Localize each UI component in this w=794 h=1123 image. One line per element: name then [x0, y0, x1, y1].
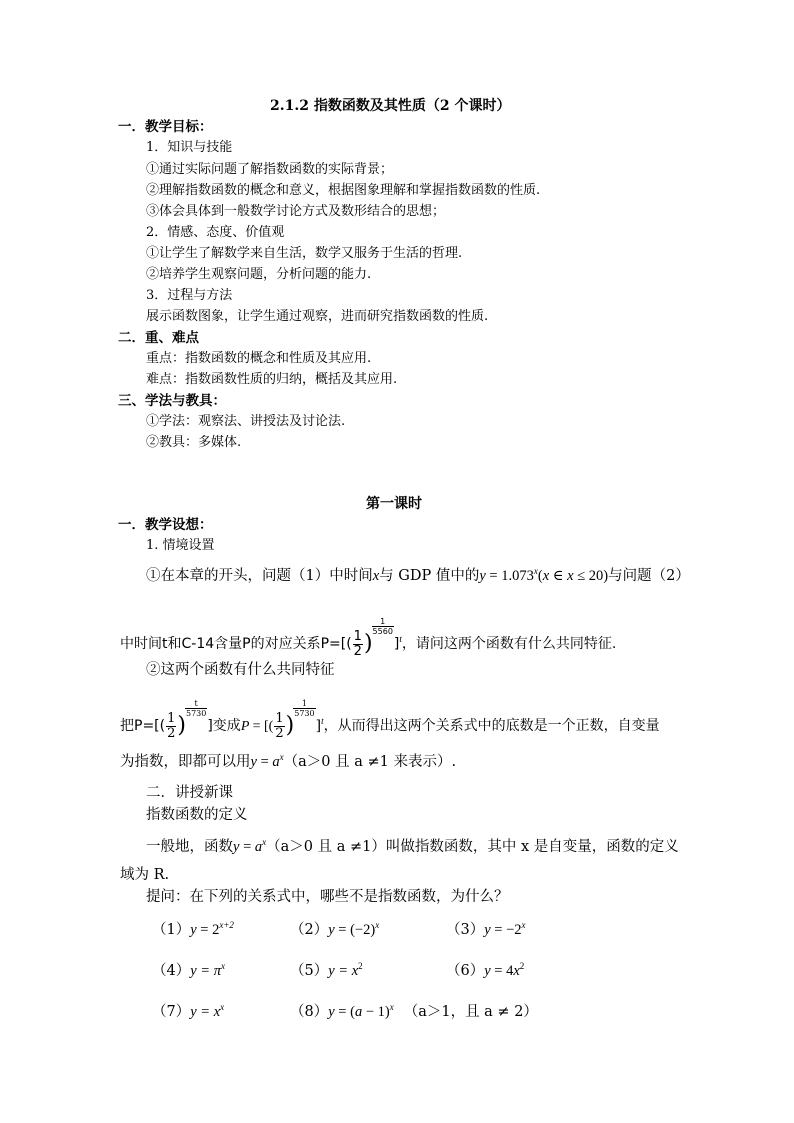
- lesson-subheading-situation: 1. 情境设置: [146, 538, 215, 553]
- definition-continued: 域为 R.: [120, 867, 170, 883]
- keypoint-item-2: 难点：指数函数性质的归纳，概括及其应用.: [146, 372, 398, 387]
- goal-item-6: 展示函数图象，让学生通过观察，进而研究指数函数的性质.: [146, 309, 489, 324]
- keypoint-item-1: 重点：指数函数的概念和性质及其应用.: [146, 351, 372, 366]
- option-6: $(6)y = 4x^2$: [446, 961, 525, 979]
- fraction-half-a: $\frac{1}{2}$: [167, 710, 176, 741]
- goal-item-4: ①让学生了解数学来自生活，数学又服务于生活的哲理.: [146, 246, 463, 261]
- lesson-heading: 一．教学设想：: [118, 517, 213, 533]
- option-4: $(4)y = \pi^x$: [152, 961, 225, 979]
- math-exp-function: $y = a^x$: [250, 752, 284, 770]
- goal-item-5: ②培养学生观察问题，分析问题的能力.: [146, 267, 372, 282]
- paragraph-situation-5: 为指数，即都可以用$y = a^x(a>0$ 且 a ≠1 来表示）.: [120, 752, 457, 770]
- math-exp-function-def: $y = a^x$: [233, 837, 267, 855]
- exponent-fraction: $\frac{1}{5560}$: [372, 617, 393, 636]
- option-3: $(3)y = -2^x$: [446, 920, 526, 938]
- option-1: $(1)y = 2^{x+2}$: [152, 920, 234, 938]
- lesson-title: 第一课时: [366, 496, 422, 512]
- exponent-fraction-a: $\frac{t}{5730}$: [185, 699, 207, 718]
- section-heading-goals: 一．教学目标：: [118, 119, 213, 135]
- definition-paragraph: 一般地，函数$y = a^x(a>0$ 且 a ≠1）叫做指数函数，其中 x 是自变量，函数的定义: [146, 837, 679, 855]
- goal-item-3: ③体会具体到一般数学讨论方式及数形结合的思想；: [146, 204, 446, 219]
- subheading-process: 3．过程与方法: [146, 288, 233, 303]
- subheading-knowledge: 1．知识与技能: [146, 140, 233, 155]
- method-item-2: ②教具：多媒体.: [146, 435, 242, 450]
- paragraph-situation-1: ①在本章的开头，问题（1）中时间x与 GDP 值中的$y = 1.073^x(x$ ∈ x ≤ 20)与问题（2）: [146, 566, 690, 584]
- document-title: 2.1.2 指数函数及其性质（2 个课时）: [270, 98, 511, 114]
- exponent-fraction-b: $\frac{1}{5730}$: [294, 699, 315, 718]
- section-heading-methods: 三、学法与教具：: [118, 393, 226, 409]
- goal-item-1: ①通过实际问题了解指数函数的实际背景；: [146, 162, 394, 177]
- option-5: $(5)y = x^2$: [290, 961, 363, 979]
- section-heading-keypoints: 二．重、难点: [118, 330, 199, 346]
- math-gdp-formula: $y = 1.073^x(x$ ∈ x ≤ 20): [479, 566, 609, 584]
- fraction-half: $\frac{1}{2}$: [353, 628, 362, 659]
- paragraph-situation-2: 中时间t和C-14含量P的对应关系P=[( $\frac{1}{2}$ ) $\frac{1}{5560}$ ]$^t$，请问这两个函数有什么共同特征.: [120, 617, 617, 659]
- option-7: $(7)y = x^x$: [152, 1002, 225, 1020]
- subheading-attitude: 2．情感、态度、价值观: [146, 225, 285, 240]
- option-2: $(2)y = (-2)^x$: [290, 920, 380, 938]
- definition-title: 指数函数的定义: [146, 807, 248, 823]
- paragraph-situation-4: 把P=[( $\frac{1}{2}$ ) $\frac{t}{5730}$ ]变成P = [( $\frac{1}{2}$ ) $\frac{1}{5730}$ ]$^t$，从而得出这两个关系式中的底数是一个正数，自变量: [120, 699, 660, 741]
- paragraph-situation-3: ②这两个函数有什么共同特征: [146, 662, 335, 678]
- math-x: x: [372, 568, 380, 584]
- lesson-subheading-new: 二．讲授新课: [146, 785, 233, 801]
- math-p-formula: P = [(: [240, 719, 274, 734]
- option-8: $(8)y = (a - 1)^x$ （a＞1，且 a ≠ 2）: [290, 1002, 538, 1020]
- method-item-1: ①学法：观察法、讲授法及讨论法.: [146, 414, 346, 429]
- question-text: 提问：在下列的关系式中，哪些不是指数函数，为什么？: [146, 889, 509, 905]
- option-8-condition: （a＞1，且 a ≠ 2）: [403, 1004, 538, 1020]
- fraction-half-b: $\frac{1}{2}$: [275, 710, 284, 741]
- goal-item-2: ②理解指数函数的概念和意义，根据图象理解和掌握指数函数的性质.: [146, 183, 541, 198]
